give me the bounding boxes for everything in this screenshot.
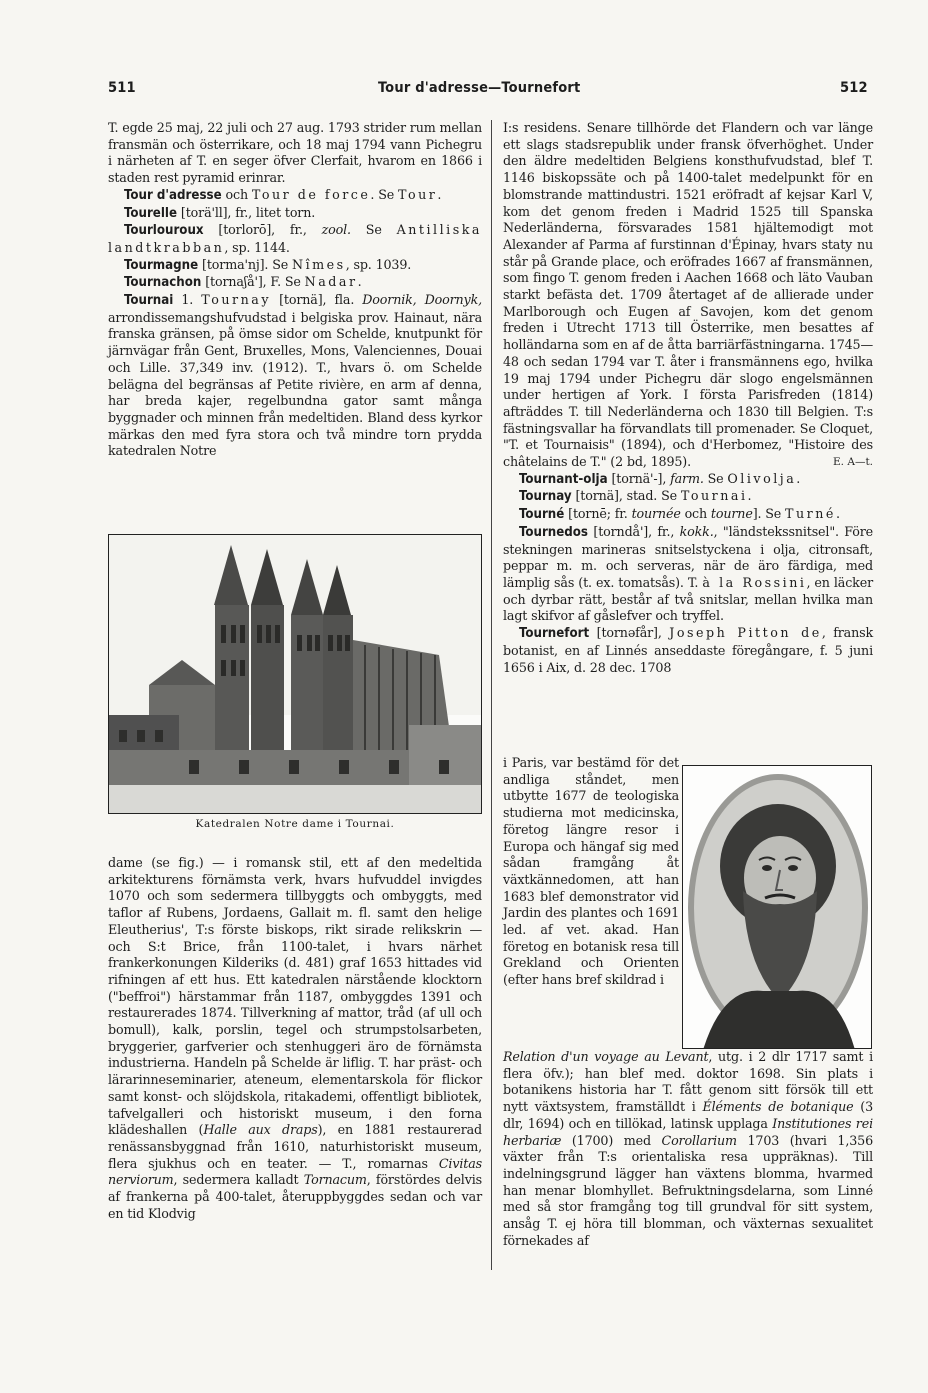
right-column-top [503,120,873,676]
entry-text: dame (se fig.) — i romansk stil, ett af den medeltida arkitekturens förnämsta verk, hvars hufvuddel invigdes 1070 och som sedermera tillbyggts och ombyggts, med taflor af Rubens, Jordaens, Gallait m. fl. samt den helige Eleutherius', T:s förste biskops, rikt sirade relikskrin — och S:t Brice, från 1100-talet, i hvars närhet frankerkonungen Kilderiks (d. 481) graf 1653 hittades vid rifningen af ett hus. Ett katedralen närstående klocktorn ("beffroi") härstammar från 1187, ombyggdes 1391 och restaurerades 1874. Tillverkning af mattor, tråd (af ull och bomull), kalk, porslin, tegel och strumpstolsarbeten, bryggerier, garfverier och stenhuggeri äro de förnämsta industrierna. Handeln på Schelde är liflig. T. har präst- och lärarinneseminarier, ateneum, elementarskola för flickor samt konst- och slöjdskola, ritakademi, offentligt bibliotek, tafvelgalleri och historiskt museum, i den forna klädeshallen ( [108,855,482,1138]
entry-text: [torndå'], fr., [588,523,680,539]
italic-term: Halle aux draps [203,1122,318,1138]
italic-title: Institutiones rei herbariæ [503,1115,873,1148]
entry-tournefort-body: i Paris, var bestämd för det andliga ståndet, men utbytte 1677 de teologiska studierna mot medicinska, företog längre resor i Europa och hängaf sig med sådan framgång åt växtkännedomen, att han 1683 blef demonstrator vid Jardin des plantes och 1691 led. af vet. akad. Han företog en botanisk resa till Grekland och Orienten (efter hans bref skildrad i [503,755,679,988]
italic-term: tournée [631,506,681,522]
entry-tournefort-head [503,625,873,676]
entry-text: arrondissemangshufvudstad i belgiska prov. Hainaut, nära franska gränsen, på ömse sidor om Schelde, knutpunkt för järnvägar från Gent, Bruxelles, Mons, Valenciennes, Douai och Lille. 37,349 inv. (1912). T., hvars ö. om Schelde belägna del begränsas af Petite rivière, en arm af denna, har breda kajer, regelbundna gator samt många byggnader och minnen från medeltiden. Bland dess kyrkor märkas den med fyra stora och två mindre torn prydda katedralen Notre [108,309,482,459]
entry-text: . [747,488,752,504]
entry-text: och [221,186,252,202]
entry-tournay [503,488,873,506]
right-column-bottom [503,1049,873,1249]
paragraph-continuation [108,855,482,1222]
left-column-bottom [108,855,482,1222]
entry-text: . Se [370,186,398,202]
entry-text: . [796,470,801,486]
entry-text: , förstördes delvis af frankerna på 400-talet, återuppbyggdes sedan och var en tid Klodvig [108,1172,483,1221]
entry-text: [tornəfår], [589,625,670,641]
headword: Tournefort [519,626,590,642]
cross-reference: Nîmes [291,256,346,272]
entry-text: (1700) med [561,1132,662,1148]
headword: Tourelle [124,205,178,221]
entry-text: . [437,186,442,202]
entry-text: , sp. 1144. [224,239,290,255]
headword: Tourlouroux [124,223,204,239]
cross-reference: Tour [397,186,438,202]
tournefort-portrait [682,765,872,1049]
author-signature: E. A—t. [833,456,873,469]
cross-reference: Tour de force [251,186,371,202]
headword: Tourné [519,507,565,523]
entry-text: ]. Se [752,506,786,522]
headword: Tournant-olja [519,471,608,487]
entry-tourelle [108,205,482,223]
entry-text: och [680,506,711,522]
abbreviation: kokk. [679,523,714,539]
entry-tourmagne [108,257,482,275]
page-number-right: 512 [840,80,868,96]
italic-term: Tornacum [303,1172,367,1188]
cathedral-illustration [109,535,482,814]
cross-reference: Olivolja [727,470,797,486]
variant-names: Doornik, Doornyk, [362,292,482,308]
cathedral-figure [108,534,482,814]
italic-term: Civitas nerviorum [108,1155,482,1188]
italic-title: Éléments de botanique [702,1099,854,1115]
running-title: Tour d'adresse—Tournefort [378,80,581,96]
cross-reference: Nadar [304,274,358,290]
entry-text: [tornä'-], [607,470,671,486]
entry-tournedos [503,524,873,625]
cross-reference: Antilliska landtkrabban [108,222,482,255]
entry-text: [tornaʃå'], F. Se [201,274,305,290]
entry-tour-dadresse [108,187,482,205]
entry-text: , "ländstekssnitsel". Före stekningen marineras snitselstyckena i olja, citronsaft, peppar m. m. och serveras, när de äro färdiga, med lämplig sås (t. ex. tomatsås). T. [503,523,874,590]
entry-text: [torma'nj]. Se [198,256,292,272]
portrait-illustration [683,766,872,1049]
cross-reference: Tournai [680,488,748,504]
entry-text: . [357,274,362,290]
left-column-top [108,120,482,460]
entry-text: [torlorō], fr., [203,222,322,238]
cross-reference: Turné [785,506,836,522]
italic-term: tourne [710,506,753,522]
entry-text: . [835,506,840,522]
entry-text: Se [350,222,397,238]
entry-text: , fransk botanist, en af Linnés anseddaste föregångare, f. 5 juni 1656 i Aix, d. 28 dec. 1708 [503,625,873,675]
italic-title: Corollarium [661,1132,737,1148]
entry-text: , sp. 1039. [345,256,412,272]
entry-text: ), en 1881 restaurerad renässansbyggnad från 1610, naturhistoriskt museum, flera sjukhus och en teater. — T., romarnas [108,1122,483,1171]
entry-text: Se [703,470,728,486]
entry-text: [tornä], stad. Se [571,488,681,504]
entry-tournant-olja [503,471,873,489]
cross-reference: Tournay [201,292,272,308]
entry-text: [torä'll], fr., litet torn. [177,204,316,220]
entry-text: , sedermera kalladt [173,1172,304,1188]
headword: Tournai [124,293,174,309]
entry-tournai [108,292,482,460]
entry-text: [tornē; fr. [564,506,632,522]
headword: Tourmagne [124,257,199,273]
page-number-left: 511 [108,80,136,96]
entry-text: (3 dlr, 1694) och en tillökad, latinsk upplaga [503,1099,873,1131]
entry-text: , en läcker och dyrbar rätt, består af två snitslar, mellan hvilka man lagt skifvor af gåslefver och tryffel. [503,574,873,624]
column-divider [491,120,492,1270]
entry-tournachon [108,274,482,292]
paragraph-continuation [503,120,873,471]
entry-tourlouroux [108,222,482,256]
italic-title: Relation d'un voyage au Levant [503,1049,709,1064]
paragraph-continuation: T. egde 25 maj, 22 juli och 27 aug. 1793 strider rum mellan fransmän och österrikare, och 18 maj 1794 vann Pichegru i närheten af T. en seger öfver Clerfait, hvarom en 1866 i staden rest pyramid erinrar. [108,120,482,186]
headword: Tournay [519,489,572,505]
person-name: Joseph Pitton de [669,625,822,641]
abbreviation: zool. [321,222,351,238]
entry-text: I:s residens. Senare tillhörde det Flandern och var länge ett slags stadsrepublik under fransk öfverhöghet. Under den äldre medeltiden Belgiens konsthufvudstad, blef T. 1146 biskopssäte och på 1400-talet medelpunkt för en blomstrande mattindustri. 1521 eröfradt af kejsar Karl V, kom det genom freden i Madrid 1525 till Spanska Nederländerna, försvarades 1581 hjältemodigt mot Alexander af Parma af furstinnan d'Épinay, hvars staty nu står på Grande place, och eröfrades 1667 af fransmännen, som fingo T. genom freden i Aachen 1668 och läto Vauban starkt befästa det. 1709 återtaget af de allierade under Marlborough och Eugen af Savojen, kom det genom freden i Utrecht 1713 till Österrike, men besattes af holländarna som en af de åtta barriärfästningarna. 1745—48 och sedan 1794 var T. åter i fransmännens ego, hvilka 19 maj 1794 under Pichegru där slogo engelsmännen under hertigen af York. I första Parisfreden (1814) afträddes T. till Nederländerna och 1830 till Belgien. T:s fästningsvallar ha förvandlats till promenader. Se Cloquet, "T. et Tournaisis" (1894), och d'Herbomez, "Histoire des châtelains de T." (2 bd, 1895). [503,120,873,470]
figure-caption: Katedralen Notre dame i Tournai. [195,818,395,830]
abbreviation: farm. [670,470,704,486]
entry-tourne [503,506,873,524]
entry-tournefort-continued [503,1049,873,1249]
entry-text: [tornä], fla. [271,292,363,308]
entry-text: , utg. i 2 dlr 1717 samt i flera öfv.); han blef med. doktor 1698. Sin plats i botanikens historia har T. fått genom sitt försök till ett nytt växtsystem, framställdt i [503,1049,873,1115]
entry-text: 1703 (hvari 1,356 växter från T:s orientaliska resa uppräknas). Till indelningsgrund lägger han växtens blomma, hvarmed han menar blomhyllet. Befruktningsdelarna, som Linné med så stor framgång tog till grundval för sitt system, ansåg T. ej höra till blomman, och växternas sexualitet förnekades af [503,1132,873,1248]
headword: Tournachon [124,275,202,291]
right-column-wrap [503,755,679,989]
cross-reference: à la Rossini [702,574,807,590]
headword: Tour d'adresse [124,187,222,203]
entry-text: 1. [173,292,202,308]
headword: Tournedos [519,524,589,540]
